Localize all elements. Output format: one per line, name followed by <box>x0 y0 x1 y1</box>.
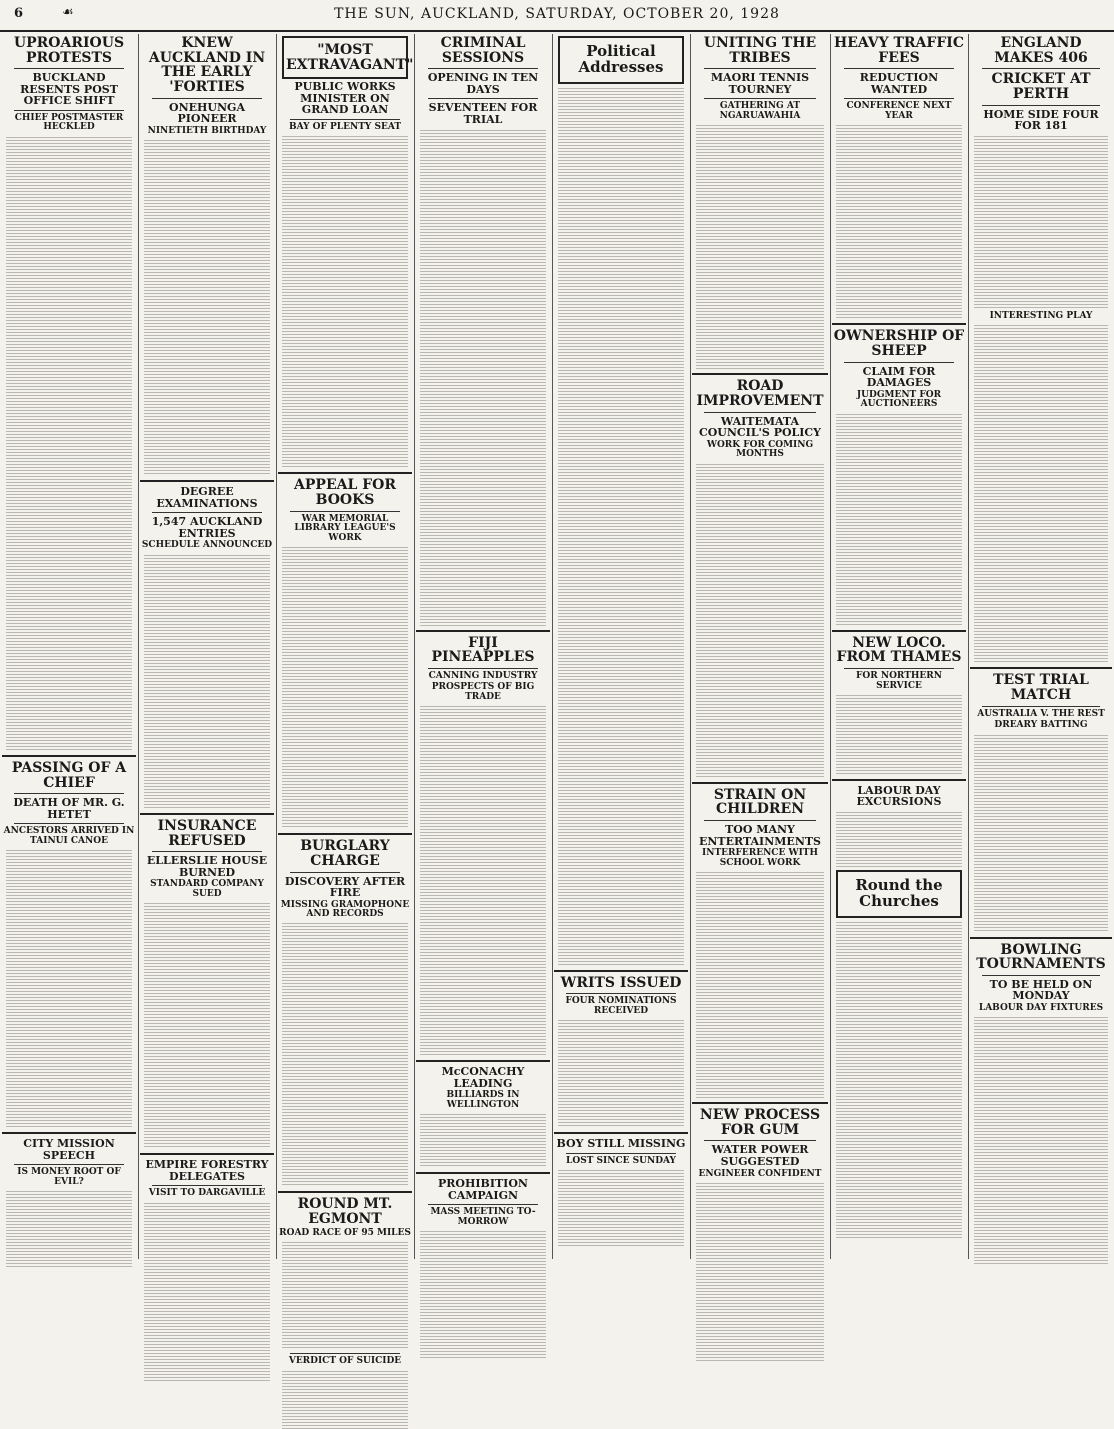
headline: INSURANCE REFUSED <box>157 817 257 849</box>
headline: DISCOVERY AFTER FIRE <box>284 874 406 900</box>
headline: KNEW AUCKLAND IN THE EARLY 'FORTIES <box>148 35 266 96</box>
headline: CANNING INDUSTRY <box>428 670 538 681</box>
headline: Round the Churches <box>855 876 943 910</box>
headline: SCHEDULE ANNOUNCED <box>141 540 273 551</box>
article-body <box>836 412 962 626</box>
headline: UPROARIOUS PROTESTS <box>13 35 125 66</box>
article-body <box>420 1112 546 1168</box>
headline: TEST TRIAL MATCH <box>993 672 1089 703</box>
headline: Political Addresses <box>578 42 664 76</box>
headline: ANCESTORS ARRIVED IN TAINUI CANOE <box>3 826 135 846</box>
headline: EMPIRE FORESTRY DELEGATES <box>145 1158 269 1183</box>
headline: NINETIETH BIRTHDAY <box>147 125 267 136</box>
headline: JUDGMENT FOR AUCTIONEERS <box>856 389 942 410</box>
headline: WAR MEMORIAL LIBRARY LEAGUE'S WORK <box>294 513 396 543</box>
headline: NEW PROCESS FOR GUM <box>699 1107 821 1138</box>
newspaper-title: THE SUN, AUCKLAND, SATURDAY, OCTOBER 20, 1928 <box>334 6 780 22</box>
headline: LOST SINCE SUNDAY <box>566 1155 676 1166</box>
column-7 <box>832 34 966 1259</box>
headline: DEATH OF MR. G. HETET <box>13 796 125 821</box>
article-body <box>6 848 132 1128</box>
headline: VISIT TO DARGAVILLE <box>148 1188 266 1199</box>
headline: "MOST EXTRAVAGANT" <box>286 42 414 73</box>
article-body <box>420 704 546 1056</box>
article-body <box>144 1201 270 1381</box>
headline: TOO MANY ENTERTAINMENTS <box>698 823 822 848</box>
headline: GATHERING AT NGARUAWAHIA <box>719 101 801 121</box>
headline: FOUR NOMINATIONS RECEIVED <box>565 996 677 1016</box>
article-body <box>420 128 546 626</box>
headline: BILLIARDS IN WELLINGTON <box>446 1090 520 1110</box>
headline: ROUND MT. EGMONT <box>297 1196 393 1228</box>
article-body <box>282 545 408 829</box>
column-8 <box>970 34 1112 1259</box>
headline: OWNERSHIP OF SHEEP <box>833 328 965 360</box>
headline: MISSING GRAMOPHONE AND RECORDS <box>280 899 410 920</box>
headline: WATER POWER SUGGESTED <box>711 1143 809 1168</box>
headline: CONFERENCE NEXT YEAR <box>846 101 952 121</box>
article-body <box>558 86 684 966</box>
headline: CITY MISSION SPEECH <box>23 1137 115 1162</box>
article-body <box>696 870 824 1098</box>
headline: TO BE HELD ON MONDAY <box>989 977 1093 1003</box>
article-body <box>144 553 270 809</box>
article-body <box>696 1181 824 1361</box>
article-body <box>974 733 1108 933</box>
headline: ROAD IMPROVEMENT <box>696 378 824 410</box>
article-body <box>836 920 962 1240</box>
column-5 <box>554 34 688 1259</box>
article-body <box>836 810 962 868</box>
headline: UNITING THE TRIBES <box>703 35 817 66</box>
masthead <box>0 0 1114 32</box>
headline: AUSTRALIA V. THE REST <box>977 708 1105 719</box>
article-body <box>6 1189 132 1269</box>
headline: STANDARD COMPANY SUED <box>150 879 264 899</box>
headline: WAITEMATA COUNCIL'S POLICY <box>698 414 822 440</box>
article-body <box>282 1369 408 1429</box>
headline: BOY STILL MISSING <box>556 1137 686 1151</box>
headline: CRIMINAL SESSIONS <box>440 35 526 66</box>
headline: PUBLIC WORKS MINISTER ON GRAND LOAN <box>294 80 396 117</box>
article-body <box>836 123 962 319</box>
headline: DREARY BATTING <box>994 720 1088 731</box>
ornament: ☙ <box>62 5 74 20</box>
headline: APPEAL FOR BOOKS <box>294 477 396 509</box>
headline: NEW LOCO. FROM THAMES <box>836 634 962 666</box>
article-body <box>420 1229 546 1359</box>
headline: ONEHUNGA PIONEER <box>169 100 245 126</box>
column-6 <box>692 34 828 1259</box>
headline: ROAD RACE OF 95 MILES <box>279 1227 411 1238</box>
page-number: 6 <box>14 6 24 21</box>
column-1 <box>2 34 136 1259</box>
headline: 1,547 AUCKLAND ENTRIES <box>151 515 263 540</box>
article-body <box>974 1015 1108 1265</box>
article-body <box>282 921 408 1187</box>
headline: PROHIBITION CAMPAIGN <box>438 1177 528 1202</box>
article-body <box>558 1168 684 1248</box>
headline: CRICKET AT PERTH <box>991 71 1091 103</box>
article-body <box>836 693 962 775</box>
headline: FOR NORTHERN SERVICE <box>856 671 942 691</box>
headline: ENGLAND MAKES 406 <box>994 35 1088 66</box>
headline: PROSPECTS OF BIG TRADE <box>431 682 535 702</box>
article-body <box>282 1240 408 1350</box>
headline: BURGLARY CHARGE <box>300 838 390 869</box>
article-body <box>696 123 824 369</box>
article-body <box>974 323 1108 663</box>
article-body <box>6 135 132 751</box>
headline: LABOUR DAY FIXTURES <box>978 1003 1104 1013</box>
headline: MAORI TENNIS TOURNEY <box>710 71 810 96</box>
headline: INTERFERENCE WITH SCHOOL WORK <box>702 848 818 868</box>
headline: VERDICT OF SUICIDE <box>288 1356 402 1367</box>
headline: FIJI PINEAPPLES <box>431 634 535 666</box>
article-body <box>696 462 824 778</box>
headline: WORK FOR COMING MONTHS <box>706 439 814 460</box>
headline: LABOUR DAY EXCURSIONS <box>856 783 942 809</box>
headline: CLAIM FOR DAMAGES <box>862 364 936 390</box>
headline: HEAVY TRAFFIC FEES <box>834 35 964 66</box>
headline: ELLERSLIE HOUSE BURNED <box>146 854 268 879</box>
article-body <box>144 138 270 476</box>
headline: CHIEF POSTMASTER HECKLED <box>14 113 124 133</box>
headline: SEVENTEEN FOR TRIAL <box>428 101 538 127</box>
headline: HOME SIDE FOUR FOR 181 <box>983 107 1099 133</box>
article-body <box>558 1018 684 1128</box>
headline: BUCKLAND RESENTS POST OFFICE SHIFT <box>20 71 118 108</box>
column-2 <box>140 34 274 1259</box>
headline: MASS MEETING TO-MORROW <box>430 1207 536 1227</box>
column-3 <box>278 34 414 1367</box>
headline: IS MONEY ROOT OF EVIL? <box>17 1167 121 1187</box>
headline: ENGINEER CONFIDENT <box>698 1168 822 1179</box>
article-body <box>974 134 1108 310</box>
headline: STRAIN ON CHILDREN <box>713 786 807 818</box>
headline: BOWLING TOURNAMENTS <box>976 941 1106 973</box>
headline: DEGREE EXAMINATIONS <box>156 485 258 510</box>
article-body <box>282 134 408 468</box>
headline: WRITS ISSUED <box>560 974 682 991</box>
headline: McCONACHY LEADING <box>441 1065 525 1090</box>
headline: OPENING IN TEN DAYS <box>427 71 539 96</box>
headline: INTERESTING PLAY <box>989 310 1093 321</box>
headline: REDUCTION WANTED <box>859 71 939 96</box>
article-body <box>144 901 270 1149</box>
headline: PASSING OF A CHIEF <box>11 759 127 791</box>
column-4 <box>416 34 550 1259</box>
headline: BAY OF PLENTY SEAT <box>288 122 402 133</box>
